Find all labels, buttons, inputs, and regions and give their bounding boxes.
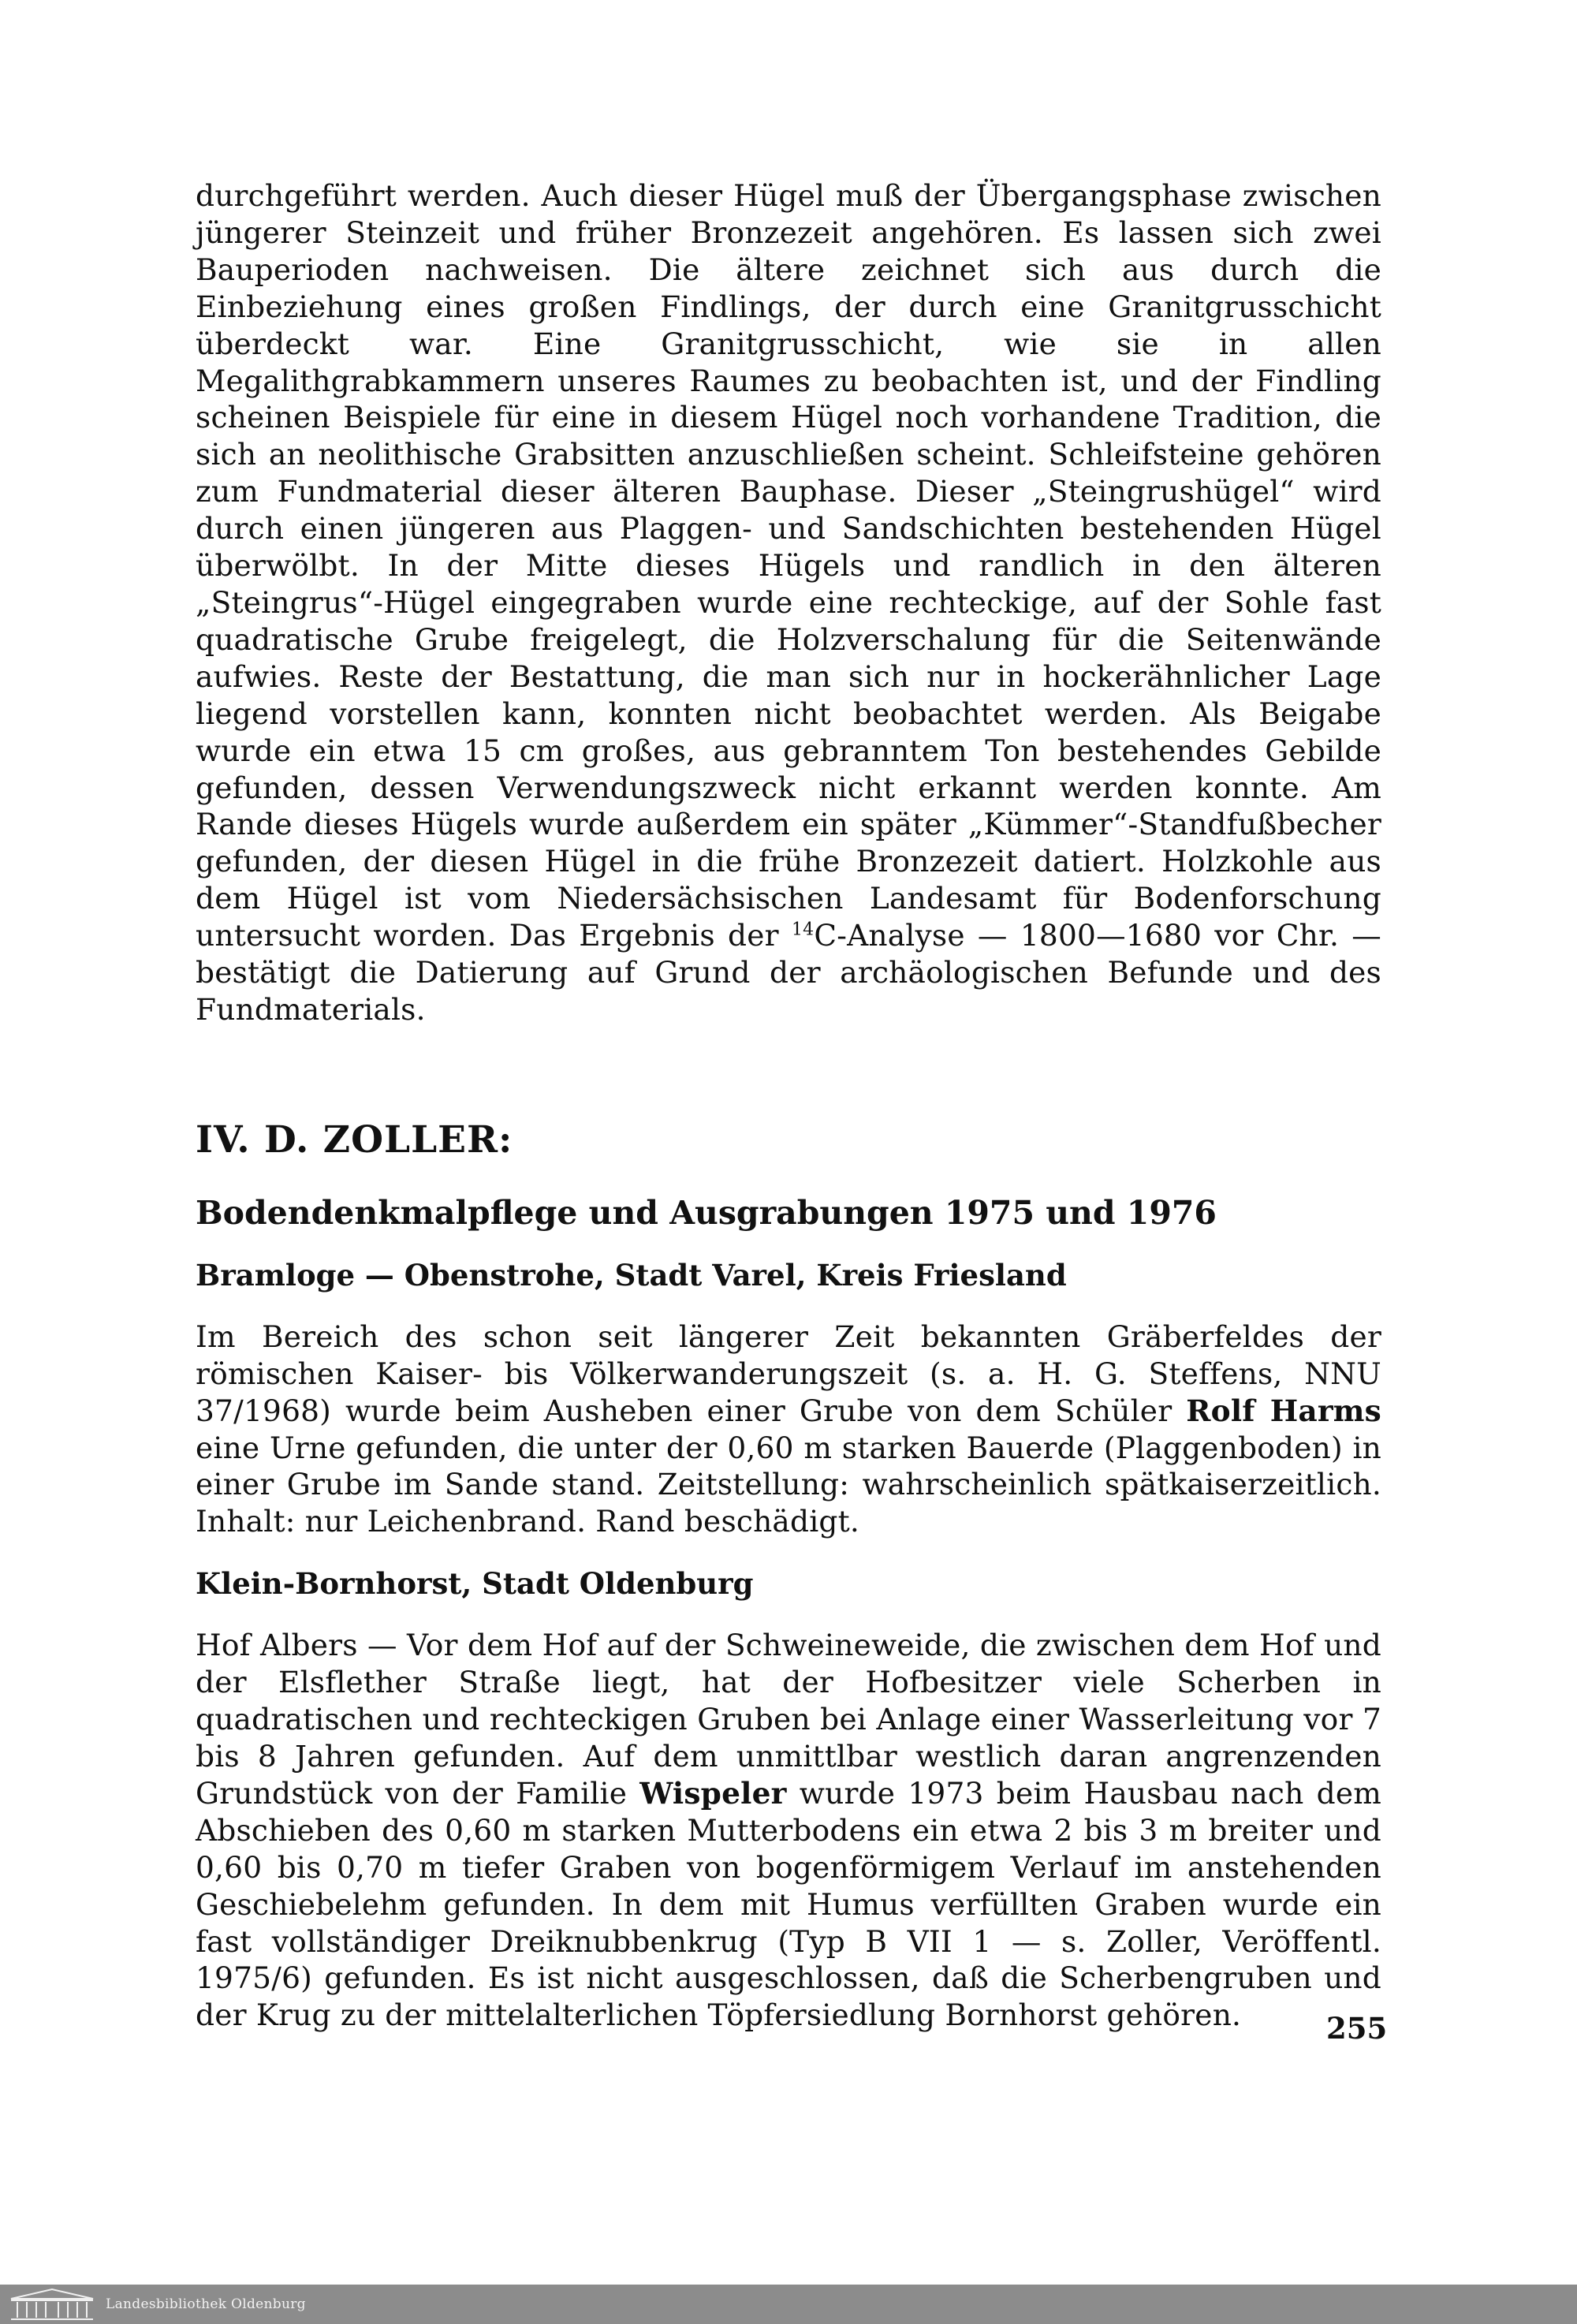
body-paragraph xyxy=(196,1627,1381,2034)
page-number: 255 xyxy=(1326,2011,1388,2046)
person-name: Rolf Harms xyxy=(1186,1393,1381,1428)
subsection-heading: Bramloge — Obenstrohe, Stadt Varel, Kreis Friesland xyxy=(196,1257,1067,1293)
paragraph-text: eine Urne gefunden, die unter der 0,60 m starken Bauerde (Plaggenboden) in einer Grube im Sande stand. Zeitstellung: wahrscheinlich spätkaiserzeitlich. Inhalt: nur Leichenbrand. Rand beschädigt. xyxy=(196,1430,1381,1539)
page-content xyxy=(196,177,1381,2034)
body-paragraph xyxy=(196,1319,1381,1540)
footer-bar xyxy=(0,2285,1577,2324)
paragraph-text: durchgeführt werden. Auch dieser Hügel muß der Übergangsphase zwischen jüngerer Steinzeit und früher Bronzezeit angehören. Es lassen sich zwei Bauperioden nachweisen. Die ältere zeichnet sich aus durch die Einbeziehung eines großen Findlings, der durch eine Granitgrusschicht überdeckt war. Eine Granitgrusschicht, wie sie in allen Megalithgrabkammern unseres Raumes zu beobachten ist, und der Findling scheinen Beispiele für eine in diesem Hügel noch vorhandene Tradition, die sich an neolithische Grabsitten anzuschließen scheint. Schleifsteine gehören zum Fundmaterial dieser älteren Bauphase. Dieser „Steingrushügel“ wird durch einen jüngeren aus Plaggen- und Sandschichten bestehenden Hügel überwölbt. In der Mitte dieses Hügels und randlich in den älteren „Steingrus“-Hügel eingegraben wurde eine rechteckige, auf der Sohle fast quadratische Grube freigelegt, die Holzverschalung für die Seitenwände aufwies. Reste der Bestattung, die man sich nur in hockerähnlicher Lage liegend vorstellen kann, konnten nicht beobachtet werden. Als Beigabe wurde ein etwa 15 cm großes, aus gebranntem Ton bestehendes Gebilde gefunden, dessen Verwendungszweck nicht erkannt werden konnte. Am Rande dieses Hügels wurde außerdem ein später „Kümmer“-Standfußbecher gefunden, der diesen Hügel in die frühe Bronzezeit datiert. Holzkohle aus dem Hügel ist vom Niedersächsischen Landesamt für Bodenforschung untersucht worden. Das Ergebnis der xyxy=(196,178,1381,953)
body-paragraph xyxy=(196,177,1381,1028)
chapter-heading: IV. D. ZOLLER: xyxy=(196,1117,513,1162)
paragraph-text: wurde 1973 beim Hausbau nach dem Abschieben des 0,60 m starken Mutterbodens ein etwa 2 bis 3 m breiter und 0,60 bis 0,70 m tiefer Graben von bogenförmigem Verlauf im anstehenden Geschiebelehm gefunden. In dem mit Humus verfüllten Graben wurde ein fast vollständiger Dreiknubbenkrug (Typ B VII 1 — s. Zoller, Veröffentl. 1975/6) gefunden. Es ist nicht ausgeschlossen, daß die Scherbengruben und der Krug zu der mittelalterlichen Töpfersiedlung Bornhorst gehören. xyxy=(196,1775,1381,2033)
isotope-superscript: 14 xyxy=(791,920,815,940)
footer-library-name: Landesbibliothek Oldenburg xyxy=(106,2296,306,2312)
library-building-icon xyxy=(8,2286,96,2322)
paragraph-text-end: C-Analyse — 1800—1680 vor Chr. — bestätigt die Datierung auf Grund der archäologischen Befunde und des Fundmaterials. xyxy=(196,918,1381,1027)
person-name: Wispeler xyxy=(639,1775,787,1811)
paragraph-text: Im Bereich des schon seit längerer Zeit bekannten Gräberfeldes der römischen Kaiser- bis Völkerwanderungszeit (s. a. H. G. Steffens, NNU 37/1968) wurde beim Ausheben einer Grube von dem Schüler xyxy=(196,1319,1381,1428)
paragraph-text: Hof Albers — Vor dem Hof auf der Schweineweide, die zwischen dem Hof und der Elsflether Straße liegt, hat der Hofbesitzer viele Scherben in quadratischen und rechteckigen Gruben bei Anlage einer Wasserleitung vor 7 bis 8 Jahren gefunden. Auf dem unmittlbar westlich daran angrenzenden Grundstück von der Familie xyxy=(196,1628,1381,1811)
section-title: Bodendenkmalpflege und Ausgrabungen 1975 und 1976 xyxy=(196,1193,1217,1232)
subsection-heading: Klein-Bornhorst, Stadt Oldenburg xyxy=(196,1566,754,1602)
